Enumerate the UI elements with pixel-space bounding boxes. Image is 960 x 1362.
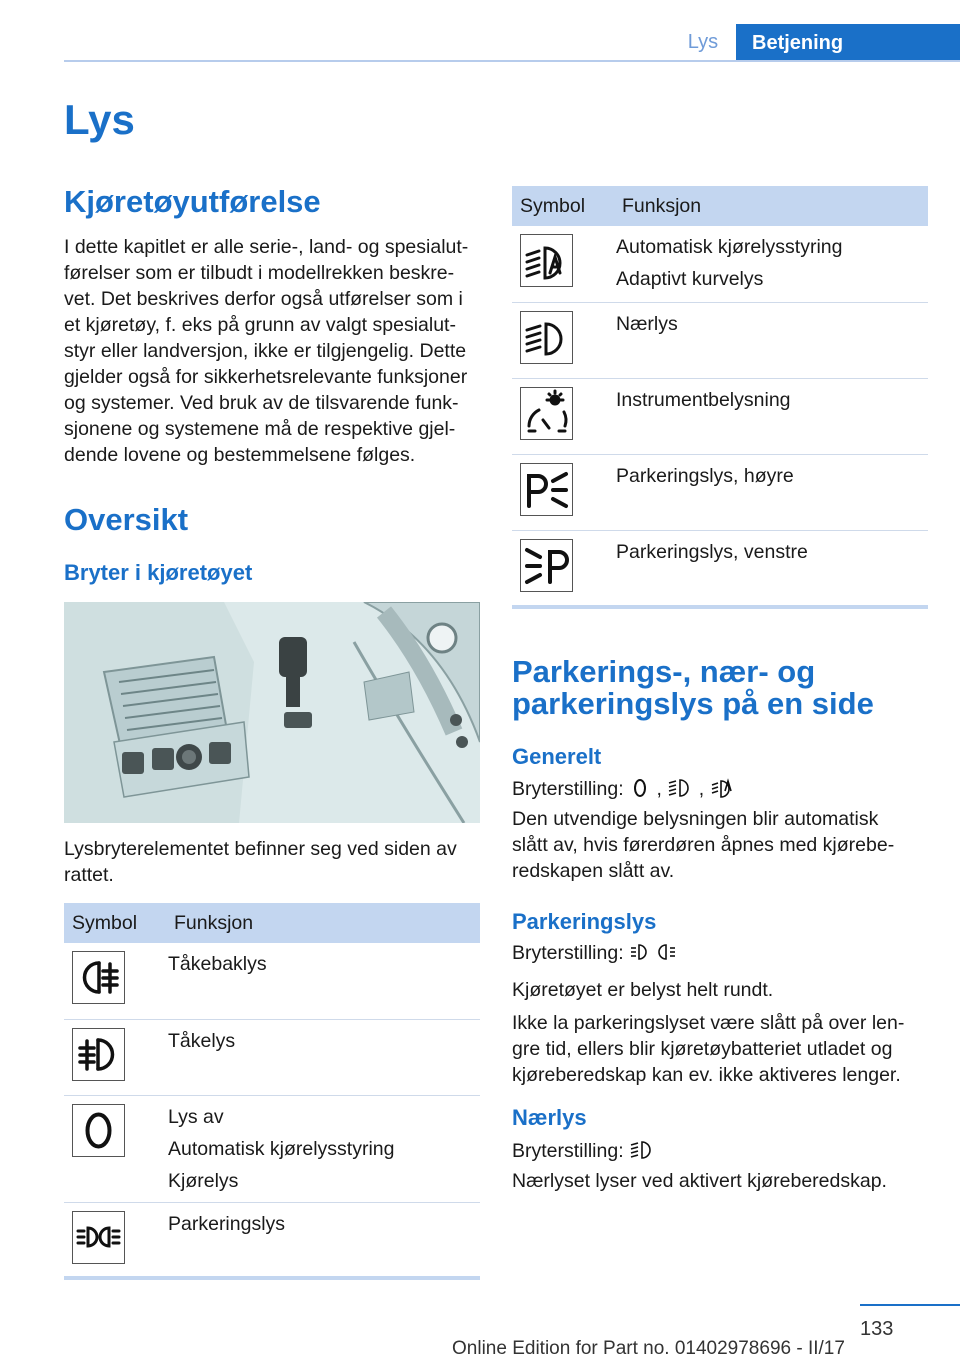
light-switch-photo <box>64 602 480 823</box>
header-rule <box>64 60 960 62</box>
heading-parkeringslys: Parkeringslys <box>512 909 657 934</box>
table-row: Nærlys <box>512 302 928 378</box>
table-row: Automatisk kjørelysstyring Adaptivt kurvelys <box>512 226 928 302</box>
col-header-symbol: Symbol <box>64 903 166 943</box>
auto-headlight-icon <box>520 234 573 287</box>
right-table-bottom-bar <box>512 605 928 609</box>
parking-lights-icon <box>72 1211 125 1264</box>
heading-generelt: Generelt <box>512 744 602 769</box>
instrument-lighting-icon <box>520 387 573 440</box>
generelt-paragraph: Bryterstilling: , , Den utvendige belysningen blir automatisk slått av, hvis førerdøren åpnes med kjørebe- redskapen slått av. <box>512 778 895 882</box>
low-beam-icon <box>667 777 693 806</box>
page-title: Lys <box>64 96 135 143</box>
table-row: Tåkelys <box>64 1019 480 1095</box>
heading-naerlys: Nærlys <box>512 1105 587 1130</box>
left-symbol-table <box>64 903 480 1279</box>
low-beam-icon <box>629 1139 655 1168</box>
page-number-rule <box>860 1304 960 1306</box>
zero-position-icon <box>72 1104 125 1157</box>
table-row: Instrumentbelysning <box>512 378 928 454</box>
right-symbol-table <box>512 186 928 607</box>
parking-light-left-icon <box>520 539 573 592</box>
intro-paragraph: I dette kapitlet er alle serie-, land- og spesialut- førelser som er tilbudt i modellrekken beskre- vet. Det beskrives derfor også utførelser som i et kjøretøy, f. eks på grunn av valgt spesialut- styr eller landversjon, ikke er tilgjengelig. Dette gjelder også for sikkerhetsrelevante funksjoner og systemer. Ved bruk av de tilsvarende funk- sjonene og systemene må de respektive gjel- dende lovene og bestemmelsene følges. <box>64 236 469 466</box>
col-header-function: Funksjon <box>166 903 480 943</box>
table-row: Parkeringslys, venstre <box>512 530 928 606</box>
front-fog-light-icon <box>72 1028 125 1081</box>
header-section-label: Lys <box>687 31 719 53</box>
heading-bryter: Bryter i kjøretøyet <box>64 560 253 585</box>
parkeringslys-paragraph: Bryterstilling: Kjøretøyet er belyst helt rundt. Ikke la parkeringslyset være slått på over len- gre tid, ellers blir kjøretøybatteriet utladet og kjøreberedskap kan ev. ikke aktiveres lenger. <box>512 942 905 1086</box>
low-beam-icon <box>520 311 573 364</box>
col-header-function: Funksjon <box>614 186 928 226</box>
heading-parkeringslys-en-side: Parkerings-, nær- og parkeringslys på en side <box>512 654 874 721</box>
footer-edition: Online Edition for Part no. 01402978696 - II/17 <box>452 1338 845 1359</box>
zero-position-icon <box>629 777 651 806</box>
table-row: Parkeringslys <box>64 1202 480 1278</box>
caption-paragraph: Lysbryterelementet befinner seg ved siden av rattet. <box>64 838 457 886</box>
naerlys-paragraph: Bryterstilling: Nærlyset lyser ved aktivert kjøreberedskap. <box>512 1140 887 1192</box>
heading-oversikt: Oversikt <box>64 502 189 537</box>
parking-lights-icon <box>629 941 677 970</box>
table-row: Lys av Automatisk kjørelysstyring Kjørelys <box>64 1095 480 1202</box>
parking-light-right-icon <box>520 463 573 516</box>
table-row: Parkeringslys, høyre <box>512 454 928 530</box>
heading-kjoretoyutforelse: Kjøretøyutførelse <box>64 184 321 219</box>
col-header-symbol: Symbol <box>512 186 614 226</box>
table-row: Tåkebaklys <box>64 943 480 1019</box>
auto-headlight-icon <box>710 777 736 806</box>
left-table-bottom-bar <box>64 1276 480 1280</box>
header-tab-betjening[interactable]: Betjening <box>736 24 960 62</box>
rear-fog-light-icon <box>72 951 125 1004</box>
page-number: 133 <box>860 1318 894 1340</box>
